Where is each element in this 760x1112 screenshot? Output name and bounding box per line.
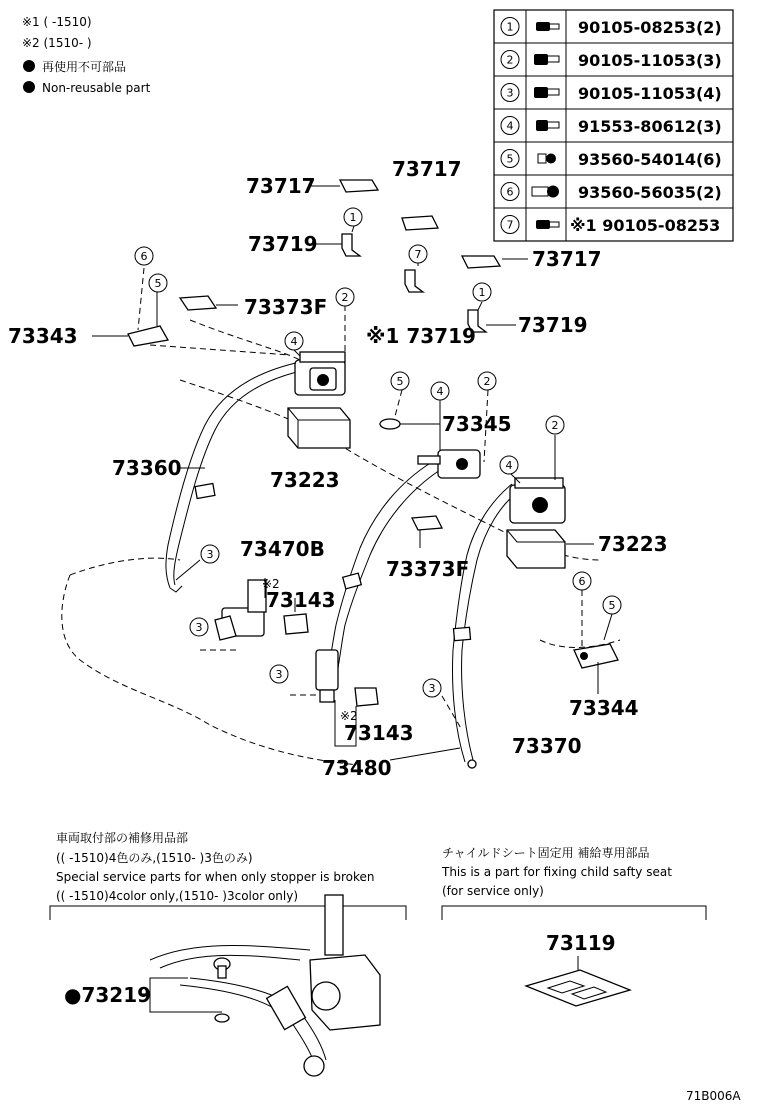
legend-nonreusable-en: Non-reusable part	[42, 81, 151, 95]
callout	[603, 596, 621, 614]
callout	[135, 247, 153, 265]
table-row-part: ※1 90105-08253	[570, 216, 721, 235]
callout	[344, 208, 362, 226]
table-row-num: 5	[506, 152, 514, 166]
cover-box-73223-left	[288, 408, 350, 448]
legend-note-1: ※1 ( -1510)	[22, 15, 92, 29]
seat-belt-73370	[453, 484, 521, 768]
svg-text:4: 4	[436, 385, 444, 398]
svg-text:5: 5	[608, 599, 616, 612]
section-text-jp: (( -1510)4色のみ,(1510- )3色のみ)	[56, 851, 253, 865]
svg-text:2: 2	[483, 375, 491, 388]
part-label: 73119	[546, 931, 616, 955]
part-label: 73223	[598, 532, 668, 556]
callout	[391, 372, 409, 390]
svg-text:7: 7	[414, 248, 422, 261]
callout	[546, 416, 564, 434]
part-label: 73719	[518, 313, 588, 337]
svg-text:3: 3	[195, 621, 203, 634]
child-seat-bracket-73119	[526, 970, 630, 1006]
retractor-center	[418, 450, 480, 478]
svg-text:5: 5	[154, 277, 162, 290]
part-label: 73717	[532, 247, 602, 271]
table-row-num: 2	[506, 53, 514, 67]
table-row-part: 93560-56035(2)	[578, 183, 722, 202]
part-label: 73373F	[244, 295, 328, 319]
cover-73717-c	[462, 256, 500, 268]
plate-73373F-b	[412, 516, 442, 530]
table-row-part: 91553-80612(3)	[578, 117, 722, 136]
stopper-73143-a	[284, 614, 308, 634]
table-row-num: 7	[506, 218, 514, 232]
svg-text:5: 5	[396, 375, 404, 388]
plate-73373F-a	[180, 296, 216, 310]
table-row-part: 90105-11053(3)	[578, 51, 722, 70]
callout	[409, 245, 427, 263]
part-label: 73223	[270, 468, 340, 492]
callout	[285, 332, 303, 350]
part-label: 73480	[322, 756, 392, 780]
guide-73345	[380, 419, 400, 429]
part-label: 73345	[442, 412, 512, 436]
seat-belt-center	[322, 462, 440, 700]
note-label: ※2	[340, 709, 358, 723]
callout	[336, 288, 354, 306]
part-label: ●73219	[64, 983, 152, 1007]
section-text-en: (for service only)	[442, 884, 544, 898]
section-title-jp: 車両取付部の補修用品部	[56, 831, 189, 845]
svg-text:3: 3	[206, 548, 214, 561]
part-label: 73373F	[386, 557, 470, 581]
retractor-right	[510, 478, 565, 523]
section-text-en: (( -1510)4color only,(1510- )3color only)	[56, 889, 299, 903]
nonreusable-dot-icon	[23, 81, 35, 93]
svg-text:2: 2	[551, 419, 559, 432]
callout	[431, 382, 449, 400]
part-label: 73360	[112, 456, 182, 480]
cover-73717-a	[340, 180, 378, 192]
bracket-73719-b	[405, 270, 423, 292]
svg-text:3: 3	[275, 668, 283, 681]
section-text-en: Special service parts for when only stopper is broken	[56, 870, 375, 884]
table-row-part: 90105-08253(2)	[578, 18, 722, 37]
legend-nonreusable-jp: 再使用不可部品	[42, 60, 127, 74]
cover-box-73223-right	[507, 530, 565, 568]
legend	[22, 15, 151, 95]
buckle-73480	[316, 650, 338, 702]
callout	[423, 679, 441, 697]
callout	[149, 274, 167, 292]
table-row-part: 93560-54014(6)	[578, 150, 722, 169]
stopper-73143-b	[355, 688, 378, 706]
svg-text:4: 4	[290, 335, 298, 348]
callout	[500, 456, 518, 474]
callout	[270, 665, 288, 683]
part-label: ※1 73719	[366, 324, 476, 348]
callout	[573, 572, 591, 590]
svg-text:3: 3	[428, 682, 436, 695]
svg-text:6: 6	[140, 250, 148, 263]
callouts	[135, 208, 621, 697]
part-label: 73717	[392, 157, 462, 181]
lower-left-section	[50, 830, 406, 1076]
legend-note-2: ※2 (1510- )	[22, 36, 92, 50]
svg-text:6: 6	[578, 575, 586, 588]
svg-text:1: 1	[349, 211, 357, 224]
section-title-jp: チャイルドシート固定用 補給専用部品	[442, 846, 650, 860]
figure-code: 71B006A	[686, 1089, 741, 1103]
table-row-num: 4	[506, 119, 514, 133]
part-label: 73717	[246, 174, 316, 198]
buckle-73470B	[215, 580, 266, 640]
callout	[201, 545, 219, 563]
part-label: 73470B	[240, 537, 325, 561]
part-label: 73143	[344, 721, 414, 745]
callout	[190, 618, 208, 636]
table-row-num: 3	[506, 86, 514, 100]
part-label: 73143	[266, 588, 336, 612]
svg-text:2: 2	[341, 291, 349, 304]
section-text-en: This is a part for fixing child safty seat	[442, 865, 672, 879]
nonreusable-dot-icon	[23, 60, 35, 72]
fastener-table	[494, 10, 733, 241]
table-row-num: 6	[506, 185, 514, 199]
cover-73717-b	[402, 216, 438, 230]
svg-text:4: 4	[505, 459, 513, 472]
table-row-num: 1	[506, 20, 514, 34]
part-label: 73719	[248, 232, 318, 256]
callout	[473, 283, 491, 301]
callout	[478, 372, 496, 390]
part-label: 73344	[569, 696, 639, 720]
part-label: 73370	[512, 734, 582, 758]
anchor-73343	[128, 326, 168, 346]
part-label: 73343	[8, 324, 78, 348]
table-row-part: 90105-11053(4)	[578, 84, 722, 103]
note-label: ※2	[262, 577, 280, 591]
svg-text:1: 1	[478, 286, 486, 299]
lower-right-section	[441, 845, 706, 1006]
bracket-73719-a	[342, 234, 360, 256]
retractor-left	[295, 352, 345, 395]
